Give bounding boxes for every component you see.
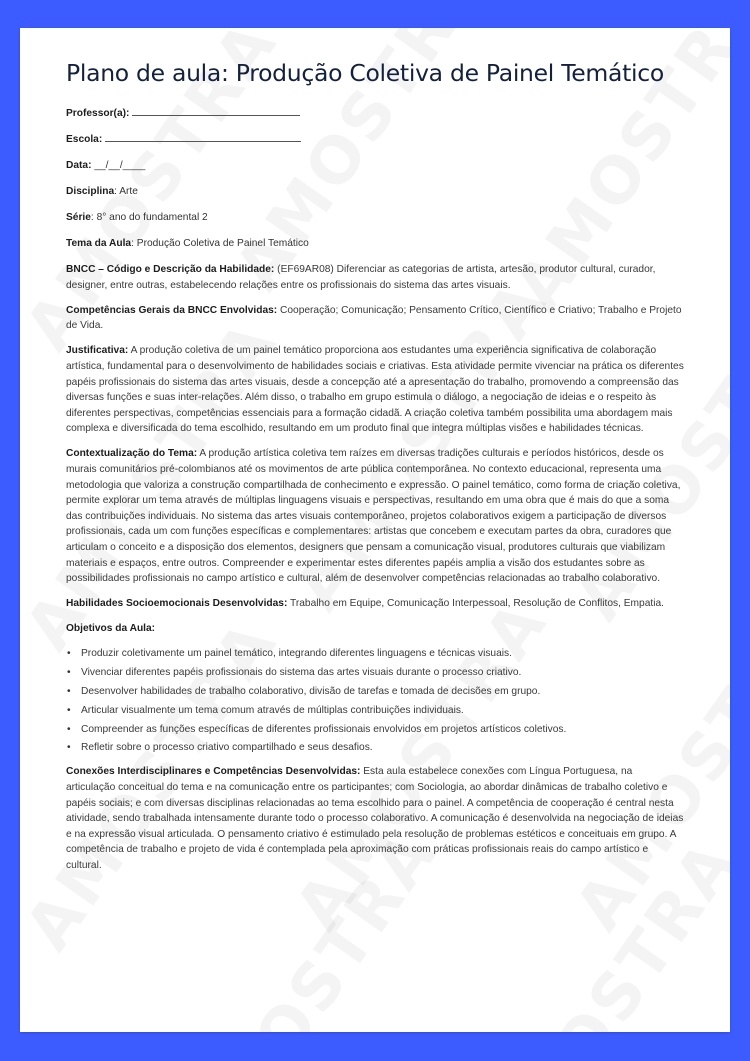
escola-blank: [105, 132, 301, 142]
bncc-label: BNCC – Código e Descrição da Habilidade:: [66, 264, 275, 275]
disciplina-label: Disciplina: [66, 186, 115, 197]
list-item: • Desenvolver habilidades de trabalho colaborativo, divisão de tarefas e tomada de decisões em grupo.: [67, 686, 541, 698]
justificativa-label: Justificativa:: [66, 345, 129, 357]
conexoes-label: Conexões Interdisciplinares e Competências Desenvolvidas:: [66, 766, 361, 778]
document-page: [20, 28, 730, 1032]
list-item: • Vivenciar diferentes papéis profissionais do sistema das artes visuais durante o processo criativo.: [67, 667, 522, 679]
contextualizacao-label: Contextualização do Tema:: [66, 448, 198, 460]
data-field: [66, 158, 684, 174]
page-title: Plano de aula: Produção Coletiva de Painel Temático: [66, 59, 664, 87]
tema-field: Tema da Aula: Produção Coletiva de Painel Temático: [66, 238, 309, 249]
bullet-icon: •: [67, 742, 71, 754]
contextualizacao-text: A produção artística coletiva tem raízes em diversas tradições culturais e períodos históricos, desde os murais comunitários pré-colombianos até os movimentos de arte pública contemporânea. No contexto educacional, representa uma metodologia que valoriza a construção compartilhada de conhecimento e expressão. O painel temático, como forma de criação coletiva, permite explorar um tema através de múltiplas linguagens visuais e perspectivas, resultando em uma obra que é mais do que a soma das contribuições individuais. No sistema das artes visuais contemporâneo, projetos colaborativos exigem a participação de diversos profissionais, cada um com funções específicas e complementares: artistas que concebem e executam partes da obra, curadores que articulam o conceito e a disposição dos elementos, designers que pensam a comunicação visual, produtores culturais que viabilizam materiais e espaços, entre outros. Compreender e experimentar estes diferentes papéis amplia a visão dos estudantes sobre as possibilidades profissionais no campo artístico e cultural, além de desenvolver competências relacionadas ao trabalho colaborativo.: [66, 448, 681, 585]
bullet-icon: •: [67, 648, 71, 660]
escola-label: Escola:: [66, 134, 103, 145]
competencias-text: Cooperação; Comunicação; Pensamento Crítico, Científico e Criativo; Trabalho e Projeto de Vida.: [66, 304, 682, 332]
bullet-icon: •: [67, 704, 71, 716]
document-content: [20, 28, 730, 874]
bullet-icon: •: [67, 667, 71, 679]
socioemocionais-section: [66, 596, 684, 612]
professor-label: Professor(a):: [66, 108, 130, 119]
data-value: __/__/____: [94, 160, 146, 171]
competencias-label: Competências Gerais da BNCC Envolvidas:: [66, 304, 278, 316]
contextualizacao-section: [66, 446, 684, 586]
objetivos-list: [66, 646, 684, 755]
tema-label: Tema da Aula: [66, 238, 132, 249]
conexoes-section: [66, 764, 684, 873]
justificativa-text: A produção coletiva de um painel temático proporciona aos estudantes uma experiência significativa de colaboração artística, fundamental para o desenvolvimento de habilidades sociais e criativas. Esta atividade permite vivenciar na prática os diferentes papéis profissionais do sistema das artes visuais, desde a concepção até a apresentação do trabalho, promovendo a compreensão das diversas funções e suas inter-relações. Além disso, o trabalho em grupo estimula o diálogo, a negociação de ideias e o respeito às diferentes perspectivas, competências essenciais para a formação cidadã. A criação coletiva também possibilita uma abordagem mais complexa e diversificada do tema escolhido, resultando em um produto final que integra múltiplas visões e habilidades técnicas.: [66, 345, 684, 435]
list-item: • Produzir coletivamente um painel temático, integrando diferentes linguagens e técnicas visuais.: [67, 648, 512, 660]
competencias-section: [66, 303, 684, 334]
serie-label: Série: [66, 212, 91, 223]
disciplina-value: Arte: [119, 186, 138, 197]
escola-field: [66, 132, 684, 148]
list-item: • Articular visualmente um tema comum através de múltiplas contribuições individuais.: [67, 704, 464, 716]
conexoes-text: Esta aula estabelece conexões com Língua Portuguesa, na articulação conceitual do tema e na comunicação entre os participantes; com Sociologia, ao abordar dinâmicas de trabalho coletivo e papéis sociais; e com diversas disciplinas relacionadas ao tema escolhido para o painel. A competência de cooperação é central nesta atividade, sendo trabalhada intensamente durante todo o processo colaborativo. A comunicação é desenvolvida na negociação de ideias e na expressão visual articulada. O pensamento criativo é estimulado pela resolução de problemas estéticos e conceituais em grupo. A competência de trabalho e projeto de vida é contemplada pela aproximação com práticas profissionais reais do campo artístico e cultural.: [66, 766, 684, 872]
data-label: Data:: [66, 160, 92, 171]
socioemocionais-label: Habilidades Socioemocionais Desenvolvidas:: [66, 598, 288, 610]
bullet-icon: •: [67, 723, 71, 735]
serie-value: 8° ano do fundamental 2: [96, 212, 208, 223]
justificativa-section: [66, 343, 684, 437]
objetivos-heading: [66, 621, 684, 637]
bncc-section: [66, 262, 684, 293]
tema-value: Produção Coletiva de Painel Temático: [136, 238, 309, 249]
socioemocionais-text: Trabalho em Equipe, Comunicação Interpessoal, Resolução de Conflitos, Empatia.: [290, 598, 664, 610]
bncc-text: (EF69AR08) Diferenciar as categorias de artista, artesão, produtor cultural, curador, designer, entre outras, estabelecendo relações entre os profissionais do sistema das artes visuais.: [66, 264, 656, 291]
serie-field: Série: 8° ano do fundamental 2: [66, 212, 208, 223]
list-item: • Refletir sobre o processo criativo compartilhado e seus desafios.: [67, 742, 373, 754]
objetivos-label: Objetivos da Aula:: [66, 623, 156, 635]
professor-field: [66, 106, 684, 122]
disciplina-field: Disciplina: Arte: [66, 186, 138, 197]
professor-blank: [132, 106, 300, 116]
list-item: • Compreender as funções específicas de diferentes profissionais envolvidos em projetos artísticos coletivos.: [67, 723, 567, 735]
bullet-icon: •: [67, 686, 71, 698]
